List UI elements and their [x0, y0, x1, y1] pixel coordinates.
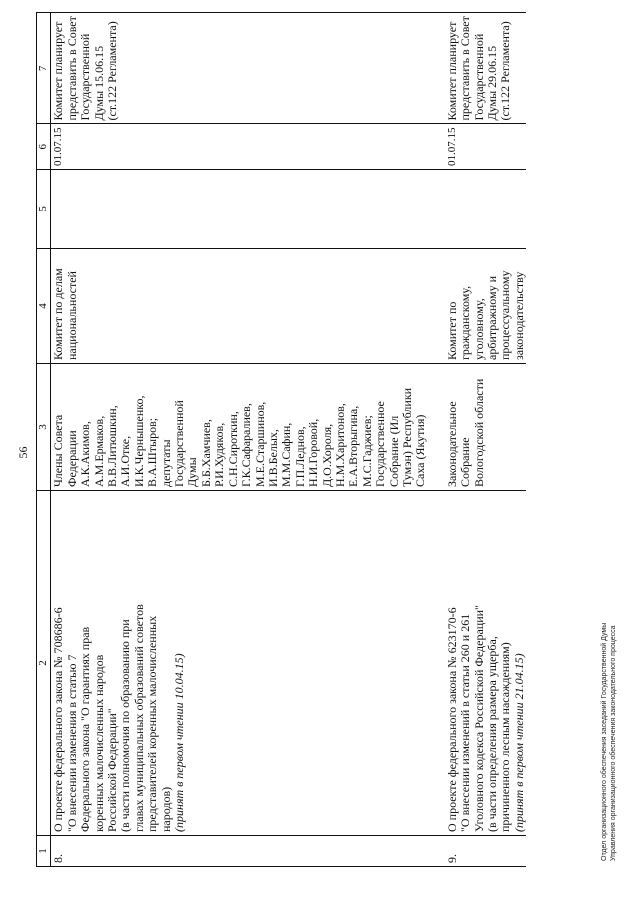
deadline-date: 01.07.15	[445, 127, 458, 166]
description-line: Уголовного кодекса Российской Федерации"	[471, 605, 486, 832]
initiator-line: депутаты	[158, 439, 173, 487]
description-line: народов)	[158, 786, 173, 832]
column-5-cell	[51, 170, 428, 249]
committee-line: гражданскому,	[458, 285, 473, 360]
column-5-cell	[428, 170, 526, 249]
initiator-line: М.М.Сафин,	[279, 422, 294, 487]
initiator-line: Г.П.Леднов,	[292, 426, 307, 487]
row-number: 9.	[444, 854, 459, 863]
initiator-line: С.Н.Сироткин,	[225, 411, 240, 487]
initiator-line: Вологодской области	[471, 378, 486, 487]
committee-cell	[51, 249, 428, 364]
footer	[601, 623, 618, 861]
committee-line: законодательству	[511, 271, 526, 360]
initiator-line: Е.А.Вторыгина,	[346, 405, 361, 487]
initiator-line: М.Е.Старшинов,	[252, 401, 267, 487]
description-line: "О внесении изменения в статью 7	[64, 654, 79, 832]
initiator-line: И.В.Белых,	[265, 429, 280, 487]
initiator-line: Б.Б.Хамчиев,	[198, 419, 213, 487]
description-line: причиненного лесным насаждениям)	[498, 642, 513, 832]
initiator-line: А.И.Отке,	[118, 435, 133, 487]
plan-line: Государственной	[471, 33, 486, 121]
initiator-line: Федерации	[64, 430, 79, 487]
initiators-cell	[428, 364, 526, 491]
date-cell	[51, 124, 428, 170]
bill-description-cell	[428, 491, 526, 836]
initiator-line: Думы	[185, 457, 200, 487]
initiator-line: А.К.Акимов,	[78, 421, 93, 487]
initiator-line: Собрание	[458, 437, 473, 487]
initiator-line: Н.И.Горовой,	[306, 418, 321, 487]
footer-line-2: Управления организационного обеспечения законодательного процесса	[609, 625, 617, 861]
plan-line: Комитет планирует	[444, 21, 459, 121]
description-line: коренных малочисленных народов	[91, 654, 106, 832]
description-line: (в части полномочия по образованию при	[118, 619, 133, 832]
committee-line: национальностей	[64, 271, 79, 360]
initiator-line: Д.О.Хороля,	[319, 423, 334, 487]
plan-cell	[428, 13, 526, 124]
committee-line: Комитет по делам	[51, 268, 66, 360]
column-header-2: 2	[37, 491, 51, 836]
initiator-line: Собрание (Ил	[386, 415, 401, 487]
deadline-date: 01.07.15	[52, 127, 65, 166]
column-header-1: 1	[37, 836, 51, 867]
date-cell	[428, 124, 526, 170]
initiators-cell	[51, 364, 428, 491]
plan-line: (ст.122 Регламента)	[105, 21, 120, 121]
initiator-line: Государственной	[172, 400, 187, 487]
description-line: главах муниципальных образований советов	[131, 604, 146, 832]
plan-cell	[51, 13, 428, 124]
plan-line: Думы 29.06.15	[485, 45, 499, 121]
plan-line: представить в Совет	[64, 16, 79, 121]
description-line: О проекте федерального закона № 623170-6	[444, 607, 459, 832]
column-header-6: 6	[37, 124, 51, 170]
plan-line: Государственной	[78, 33, 93, 121]
column-header-5: 5	[37, 170, 51, 249]
description-line: Федерального закона "О гарантиях прав	[78, 626, 93, 832]
initiator-line: Тумэн) Республики	[399, 387, 414, 487]
description-line: О проекте федерального закона № 708686-6	[51, 607, 66, 832]
committee-line: процессуальному	[498, 270, 513, 360]
page-number: 56	[16, 446, 30, 459]
initiator-line: И.К.Чернышенко,	[131, 395, 146, 487]
column-header-3: 3	[37, 364, 51, 491]
initiator-line: Члены Совета	[51, 414, 66, 487]
initiator-line: Государственное	[373, 401, 388, 487]
column-header-row	[37, 13, 51, 867]
initiator-line: Н.М.Харитонов,	[332, 403, 347, 487]
row-number-cell	[428, 836, 526, 867]
initiator-line: А.М.Ермаков,	[91, 415, 106, 487]
footer-line-1: Отдел организационного обеспечения заседаний Государственной Думы	[601, 622, 608, 861]
plan-line: Комитет планирует	[51, 21, 66, 121]
committee-line: арбитражному и	[485, 275, 499, 360]
initiator-line: Саха (Якутия)	[413, 414, 428, 487]
description-line: (в части определения размера ущерба,	[485, 636, 499, 832]
column-header-4: 4	[37, 249, 51, 364]
committee-line: Комитет по	[444, 301, 459, 360]
description-line: представителей коренных малочисленных	[145, 615, 160, 832]
initiator-line: В.В.Литюшкин,	[105, 405, 120, 487]
initiator-line: Г.К.Сафаралиев,	[239, 403, 254, 487]
row-number-cell	[51, 836, 428, 867]
initiator-line: Законодательное	[444, 401, 459, 487]
agenda-table	[36, 12, 526, 867]
committee-cell	[428, 249, 526, 364]
first-reading-note: (принят в первом чтении 21.04.15)	[511, 653, 526, 832]
initiator-line: Р.И.Худяков,	[212, 422, 227, 487]
description-line: "О внесении изменений в статьи 260 и 261	[458, 613, 473, 832]
table-row	[428, 13, 526, 867]
description-line: Российской Федерации"	[105, 708, 120, 832]
table-row	[51, 13, 428, 867]
first-reading-note: (принят в первом чтении 10.04.15)	[172, 653, 187, 832]
plan-line: Думы 15.06.15	[91, 45, 106, 121]
bill-description-cell	[51, 491, 428, 836]
initiator-line: М.С.Гаджиев;	[359, 415, 374, 487]
column-header-7: 7	[37, 13, 51, 124]
committee-line: уголовному,	[471, 298, 486, 360]
initiator-line: В.А.Штыров;	[145, 417, 160, 487]
plan-line: представить в Совет	[458, 16, 473, 121]
plan-line: (ст.122 Регламента)	[498, 21, 513, 121]
row-number: 8.	[51, 854, 66, 863]
